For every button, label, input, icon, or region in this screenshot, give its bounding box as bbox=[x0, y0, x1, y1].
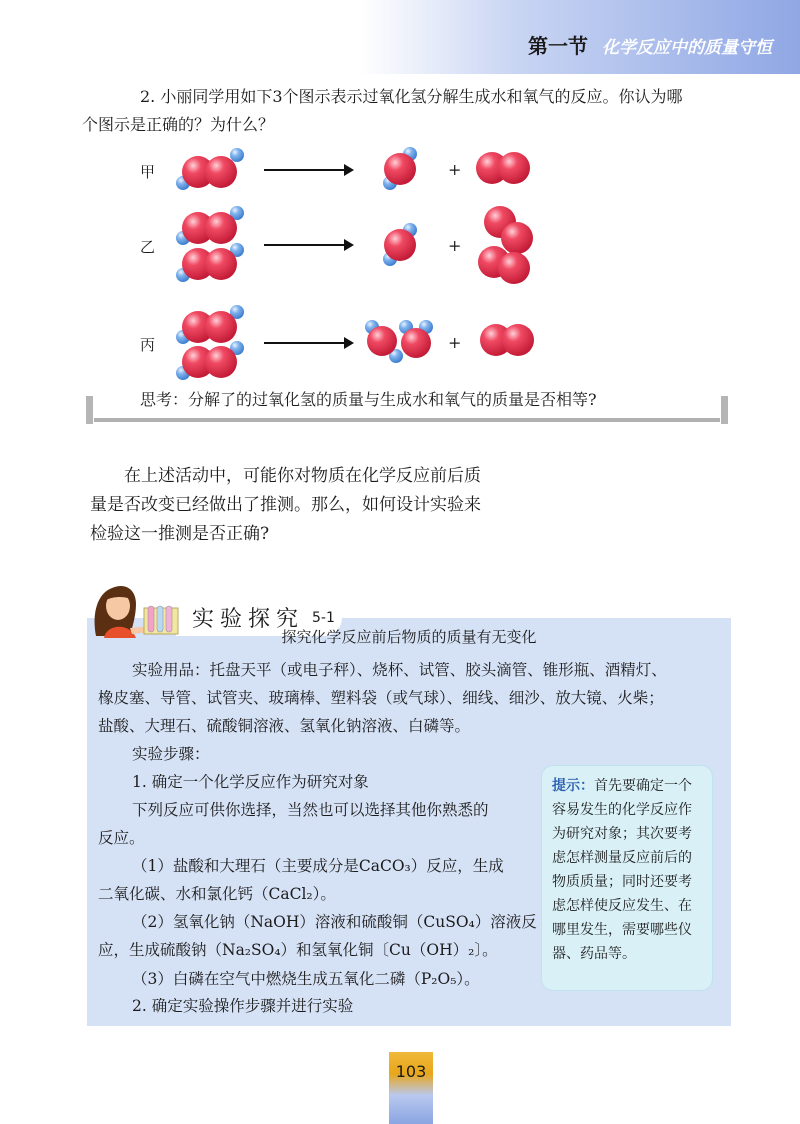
body-paragraph-line-2: 量是否改变已经做出了推测。那么，如何设计实验来 bbox=[90, 495, 481, 515]
question-line-2: 个图示是正确的？为什么？ bbox=[82, 115, 275, 134]
choose-line-1: 下列反应可供你选择，当然也可以选择其他你熟悉的 bbox=[132, 801, 489, 819]
reaction-1-line-2: 二氧化碳、水和氯化钙（CaCl₂）。 bbox=[98, 885, 336, 903]
oxygen-molecule-bing bbox=[478, 322, 538, 358]
oxygen-atom bbox=[401, 328, 431, 358]
hint-text: 首先要确定一个容易发生的化学反应作为研究对象；其次要考虑怎样测量反应前后的物质质量；同时还要考虑怎样使反应发生、在哪里发生，需要哪些仪器、药品等。 bbox=[552, 778, 692, 962]
reaction-arrow bbox=[264, 244, 352, 246]
oxygen-atom bbox=[205, 156, 237, 188]
water-molecule-jia bbox=[380, 146, 420, 192]
oxygen-atom bbox=[501, 222, 533, 254]
page-number: 103 bbox=[395, 1062, 427, 1081]
water-molecules-bing bbox=[364, 318, 436, 364]
choose-line-2: 反应。 bbox=[98, 829, 145, 847]
hydrogen-atom bbox=[230, 148, 244, 162]
reaction-arrow bbox=[264, 342, 352, 344]
plus-sign: + bbox=[448, 160, 462, 179]
oxygen-atom bbox=[384, 229, 416, 261]
section-number: 第一节 bbox=[528, 34, 588, 58]
steps-title: 实验步骤： bbox=[132, 745, 210, 763]
row-label-jia: 甲 bbox=[140, 163, 156, 181]
oxygen-atom bbox=[502, 324, 534, 356]
h2o2-molecules-yi bbox=[170, 205, 250, 285]
experiment-number: 5-1 bbox=[312, 610, 335, 626]
row-label-bing: 丙 bbox=[140, 336, 156, 354]
oxygen-atom bbox=[498, 152, 530, 184]
question-line-1: 2. 小丽同学用如下3个图示表示过氧化氢分解生成水和氧气的反应。你认为哪 bbox=[140, 87, 683, 106]
plus-sign: + bbox=[448, 236, 462, 255]
reaction-3: （3）白磷在空气中燃烧生成五氧化二磷（P₂O₅）。 bbox=[132, 970, 480, 988]
reaction-2-line-2: 应，生成硫酸钠（Na₂SO₄）和氢氧化铜〔Cu（OH）₂〕。 bbox=[98, 941, 498, 959]
think-question: 思考：分解了的过氧化氢的质量与生成水和氧气的质量是否相等? bbox=[140, 390, 597, 409]
oxygen-atom bbox=[205, 248, 237, 280]
h2o2-molecule-jia bbox=[170, 145, 250, 193]
oxygen-atom bbox=[367, 326, 397, 356]
oxygen-atom bbox=[205, 346, 237, 378]
step-2: 2. 确定实验操作步骤并进行实验 bbox=[132, 997, 354, 1015]
row-label-yi: 乙 bbox=[140, 238, 156, 256]
oxygen-atom bbox=[205, 212, 237, 244]
h2o2-molecules-bing bbox=[170, 304, 250, 384]
materials-line-3: 盐酸、大理石、硫酸铜溶液、氢氧化钠溶液、白磷等。 bbox=[98, 717, 471, 735]
oxygen-atom bbox=[498, 252, 530, 284]
body-paragraph-line-1: 在上述活动中，可能你对物质在化学反应前后质 bbox=[124, 466, 481, 486]
experiment-title: 探究化学反应前后物质的质量有无变化 bbox=[281, 628, 537, 646]
reaction-1-line-1: （1）盐酸和大理石（主要成分是CaCO₃）反应，生成 bbox=[132, 857, 504, 875]
materials-line-2: 橡皮塞、导管、试管夹、玻璃棒、塑料袋（或气球）、细线、细沙、放大镜、火柴； bbox=[98, 689, 664, 707]
hint-box bbox=[541, 765, 713, 991]
materials-line-1: 实验用品：托盘天平（或电子秤）、烧杯、试管、胶头滴管、锥形瓶、酒精灯、 bbox=[132, 661, 667, 679]
experiment-label: 实验探究 bbox=[192, 607, 305, 632]
reaction-arrow bbox=[264, 169, 352, 171]
oxygen-atom bbox=[205, 311, 237, 343]
oxygen-molecule-jia bbox=[474, 150, 534, 186]
plus-sign: + bbox=[448, 333, 462, 352]
oxygen-atom bbox=[384, 153, 416, 185]
body-paragraph-line-3: 检验这一推测是否正确? bbox=[90, 524, 270, 544]
oxygen-molecules-yi bbox=[474, 204, 544, 286]
water-molecule-yi bbox=[380, 222, 420, 268]
header-title bbox=[528, 30, 772, 59]
step-1: 1. 确定一个化学反应作为研究对象 bbox=[132, 773, 369, 791]
reaction-2-line-1: （2）氢氧化钠（NaOH）溶液和硫酸铜（CuSO₄）溶液反 bbox=[132, 913, 537, 931]
section-title: 化学反应中的质量守恒 bbox=[602, 38, 772, 58]
hint-title: 提示： bbox=[552, 778, 594, 794]
